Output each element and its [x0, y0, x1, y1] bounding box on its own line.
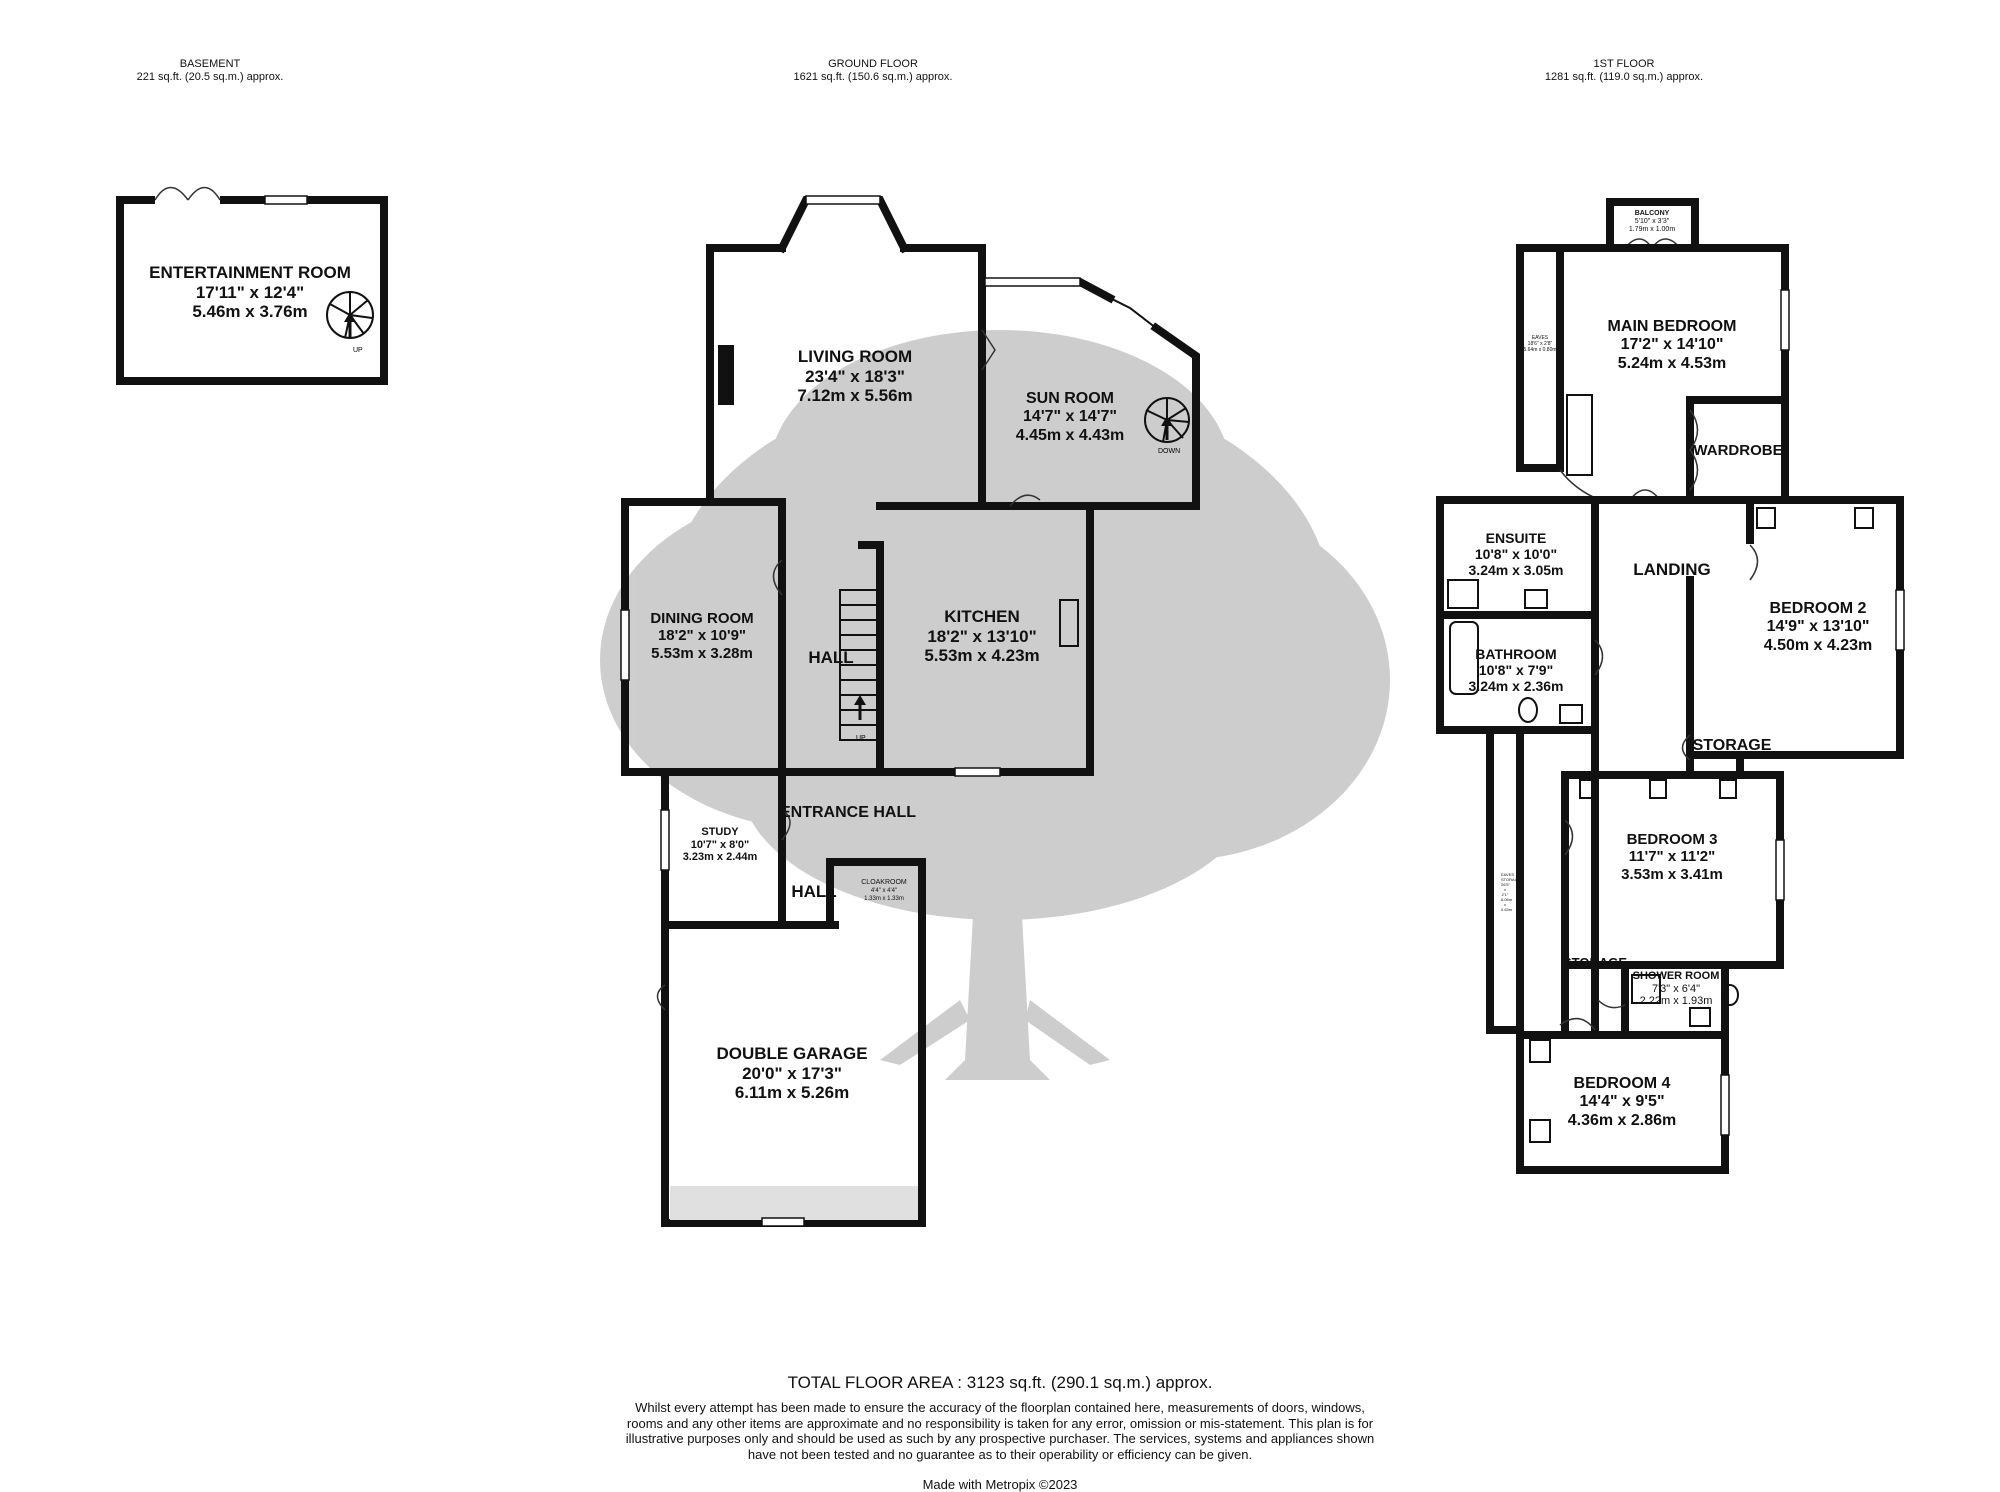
- hall-stair-up-label: UP: [856, 735, 866, 742]
- room-metric: 3.23m x 2.44m: [682, 851, 758, 864]
- room-name: ENTRANCE HALL: [780, 804, 916, 821]
- disclaimer: Whilst every attempt has been made to ensure the accuracy of the floorplan contained here, measurements of doors, windows, rooms and any other items are approximate and no responsibility is taken for any error, omission or mis-statement. This plan is for illustrative purposes only and should be used as such by any prospective purchaser. The services, systems and appliances shown have not been tested and no guarantee as to their operability or efficiency can be given.: [625, 1400, 1375, 1462]
- room-metric: 4.45m x 4.43m: [1015, 426, 1125, 444]
- stair-up-label: UP: [353, 347, 363, 354]
- room-label-dining: [650, 610, 753, 662]
- room-imperial: 26'5" x 2'1": [1501, 882, 1510, 897]
- room-name: SHOWER ROOM: [1632, 970, 1720, 982]
- room-label-balcony: [1629, 210, 1675, 234]
- room-label-hall-2: [791, 882, 836, 902]
- room-imperial: 4'4" x 4'4": [870, 888, 898, 894]
- room-label-wardrobe: [1693, 442, 1782, 459]
- room-label-landing: [1633, 560, 1710, 580]
- floor-label: 1ST FLOOR: [1593, 58, 1655, 70]
- room-imperial: 18'2" x 10'9": [657, 627, 747, 645]
- floor-label: BASEMENT: [179, 58, 241, 70]
- room-imperial: 11'7" x 11'2": [1628, 848, 1716, 866]
- room-label-study: [683, 826, 758, 864]
- room-metric: 2.22m x 1.93m: [1639, 995, 1713, 1008]
- first-floor-header: [1545, 58, 1703, 84]
- ground-floor-header: [794, 58, 953, 84]
- room-label-living: [797, 347, 912, 406]
- room-imperial: 18'2" x 13'10": [927, 626, 1037, 646]
- room-metric: 6.11m x 5.26m: [734, 1083, 850, 1103]
- room-imperial: 10'7" x 8'0": [690, 838, 750, 851]
- room-metric: 7.12m x 5.56m: [797, 386, 913, 406]
- room-metric: 5.24m x 4.53m: [1617, 354, 1727, 372]
- room-imperial: 17'2" x 14'10": [1620, 336, 1724, 354]
- room-label-garage: [716, 1044, 867, 1103]
- total-floor-area: TOTAL FLOOR AREA : 3123 sq.ft. (290.1 sq.m.) approx.: [787, 1373, 1213, 1392]
- made-with-credit: Made with Metropix ©2023: [922, 1477, 1078, 1492]
- room-label-ensuite: [1469, 530, 1564, 578]
- room-label-bedroom-4: [1568, 1075, 1677, 1130]
- room-label-hall: [808, 648, 853, 668]
- room-name: STORAGE: [1562, 955, 1628, 970]
- room-label-cloakroom: [861, 879, 907, 903]
- floor-area: 1621 sq.ft. (150.6 sq.m.) approx.: [793, 71, 953, 83]
- room-label-shower-room: [1633, 970, 1720, 1008]
- floor-label: GROUND FLOOR: [828, 58, 918, 70]
- room-metric: 1.79m x 1.00m: [1628, 226, 1676, 233]
- basement-header: [137, 58, 284, 84]
- room-metric: 3.24m x 3.05m: [1468, 562, 1564, 579]
- room-metric: 5.64m x 0.80m: [1523, 347, 1557, 353]
- room-metric: 5.53m x 3.28m: [651, 644, 753, 662]
- room-name: BATHROOM: [1475, 646, 1557, 662]
- room-imperial: 5'10" x 3'3": [1634, 218, 1670, 225]
- room-label-entertainment: [149, 263, 351, 322]
- room-metric: 3.53m x 3.41m: [1621, 865, 1723, 883]
- window: [265, 196, 307, 204]
- room-metric: 8.05m x 0.63m: [1501, 897, 1513, 912]
- room-metric: 5.53m x 4.23m: [924, 646, 1040, 666]
- tree-watermark: [600, 330, 1390, 1080]
- room-imperial: 20'0" x 17'3": [742, 1063, 842, 1083]
- room-label-sun: [1016, 390, 1125, 445]
- room-name: DOUBLE GARAGE: [716, 1044, 868, 1063]
- room-name: SUN ROOM: [1026, 390, 1114, 407]
- room-name: STORAGE: [1692, 737, 1772, 754]
- room-label-bedroom-2: [1764, 600, 1873, 655]
- room-name: EAVES: [1531, 335, 1549, 341]
- room-metric: 1.33m x 1.33m: [864, 896, 904, 902]
- room-name: BALCONY: [1634, 210, 1670, 217]
- room-name: STUDY: [701, 826, 739, 838]
- room-imperial: 14'9" x 13'10": [1766, 618, 1870, 636]
- room-name: WARDROBE: [1693, 442, 1783, 459]
- room-label-bedroom-3: [1621, 831, 1723, 883]
- room-imperial: 14'7" x 14'7": [1023, 408, 1117, 426]
- room-metric: 5.46m x 3.76m: [192, 302, 308, 322]
- room-name: HALL: [791, 882, 837, 901]
- room-name: HALL: [808, 648, 854, 667]
- room-label-entrance-hall: [780, 804, 916, 822]
- room-name: KITCHEN: [944, 607, 1020, 626]
- room-imperial: 10'8" x 7'9": [1478, 662, 1554, 679]
- room-metric: 4.36m x 2.86m: [1567, 1111, 1677, 1129]
- room-name: DINING ROOM: [650, 610, 754, 627]
- room-label-eaves-storage: [1501, 872, 1521, 912]
- room-name: BEDROOM 3: [1626, 831, 1718, 848]
- floor-area: 1281 sq.ft. (119.0 sq.m.) approx.: [1544, 71, 1704, 83]
- bay-window-walls: [782, 200, 904, 248]
- room-imperial: 7'3" x 6'4": [1651, 982, 1701, 995]
- room-imperial: 17'11" x 12'4": [195, 282, 305, 302]
- room-name: ENSUITE: [1485, 530, 1547, 546]
- room-name: EAVES STORAGE: [1501, 872, 1521, 882]
- room-name: ENTERTAINMENT ROOM: [149, 263, 351, 282]
- room-imperial: 18'6" x 2'8": [1527, 341, 1553, 347]
- fireplace: [718, 345, 734, 405]
- room-imperial: 10'8" x 10'0": [1474, 546, 1558, 563]
- room-name: CLOAKROOM: [861, 879, 907, 886]
- stair-down-label: DOWN: [1158, 448, 1181, 455]
- room-name: MAIN BEDROOM: [1607, 318, 1737, 335]
- room-metric: 4.50m x 4.23m: [1763, 636, 1873, 654]
- room-label-storage-2: [1563, 956, 1627, 971]
- room-label-main-bedroom: [1608, 318, 1737, 373]
- room-imperial: 23'4" x 18'3": [805, 366, 905, 386]
- room-metric: 3.24m x 2.36m: [1468, 678, 1564, 695]
- room-label-bathroom: [1469, 646, 1564, 694]
- room-name: BEDROOM 2: [1769, 600, 1867, 617]
- room-label-storage: [1693, 737, 1772, 755]
- room-label-kitchen: [924, 607, 1039, 666]
- floor-area: 221 sq.ft. (20.5 sq.m.) approx.: [136, 71, 284, 83]
- room-name: BEDROOM 4: [1573, 1075, 1671, 1092]
- room-imperial: 14'4" x 9'5": [1579, 1093, 1665, 1111]
- room-name: LANDING: [1633, 560, 1711, 579]
- room-name: LIVING ROOM: [797, 347, 913, 366]
- room-label-eaves: [1523, 335, 1556, 353]
- eaves-walls: [1520, 248, 1560, 468]
